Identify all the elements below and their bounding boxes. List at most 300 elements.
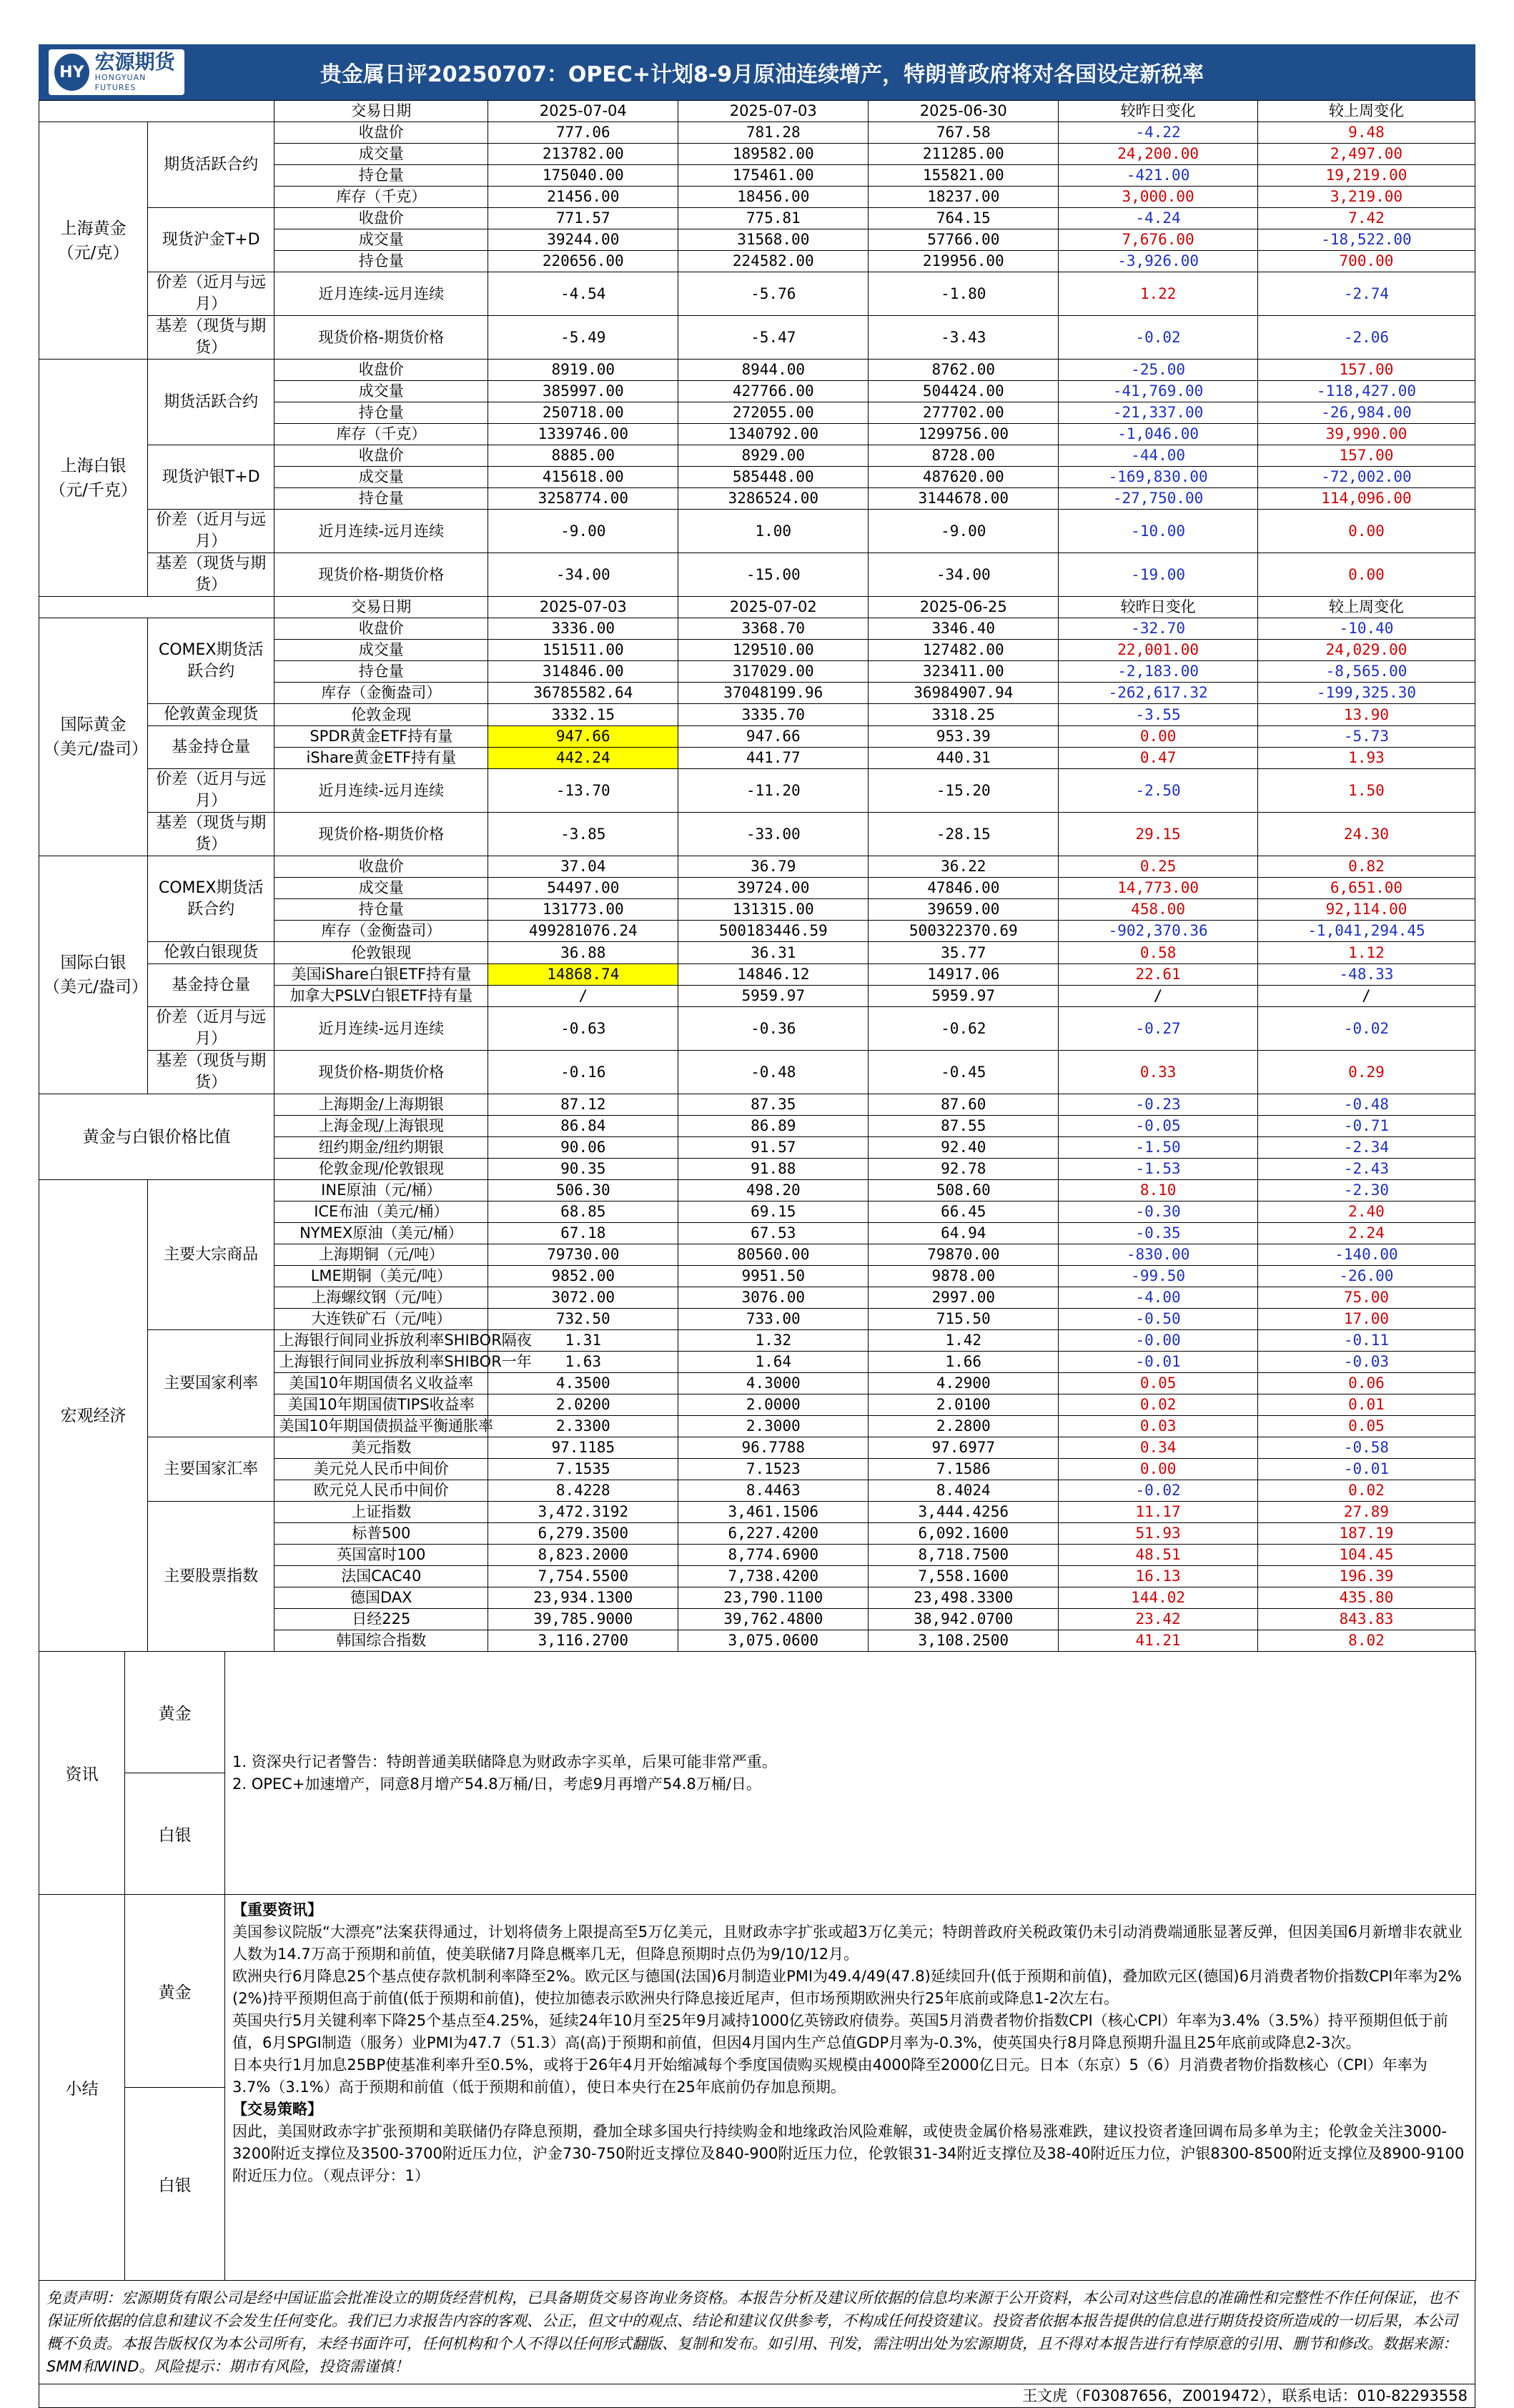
value-cell: 0.05 bbox=[1059, 1373, 1258, 1394]
value-cell: -34.00 bbox=[869, 553, 1059, 597]
value-cell: -0.36 bbox=[678, 1007, 869, 1051]
value-cell: -72,002.00 bbox=[1257, 467, 1475, 488]
value-cell: 9878.00 bbox=[869, 1266, 1059, 1287]
value-cell: 7,558.1600 bbox=[869, 1566, 1059, 1587]
value-cell: 2.0200 bbox=[488, 1394, 678, 1416]
value-cell: -0.48 bbox=[678, 1051, 869, 1094]
value-cell: 8,774.6900 bbox=[678, 1545, 869, 1566]
value-cell: -5.49 bbox=[488, 316, 678, 360]
value-cell: -4.22 bbox=[1059, 122, 1258, 144]
value-cell: 189582.00 bbox=[678, 144, 869, 165]
value-cell: 3286524.00 bbox=[678, 488, 869, 510]
value-cell: 4.3000 bbox=[678, 1373, 869, 1394]
value-cell: 7.1523 bbox=[678, 1459, 869, 1480]
news-silver-label: 白银 bbox=[125, 1773, 225, 1895]
value-cell: 0.02 bbox=[1059, 1394, 1258, 1416]
value-cell: 0.33 bbox=[1059, 1051, 1258, 1094]
value-cell: -0.35 bbox=[1059, 1223, 1258, 1244]
subcategory-label: COMEX期货活跃合约 bbox=[148, 856, 274, 942]
category-label: 上海白银 （元/千克） bbox=[39, 360, 148, 597]
value-cell: 29.15 bbox=[1059, 813, 1258, 856]
value-cell: 1.64 bbox=[678, 1352, 869, 1373]
value-cell: 5959.97 bbox=[869, 986, 1059, 1007]
value-cell: 5959.97 bbox=[678, 986, 869, 1007]
value-cell: 36.22 bbox=[869, 856, 1059, 878]
logo-text-en: HONGYUAN FUTURES bbox=[94, 73, 147, 92]
value-cell: 36785582.64 bbox=[488, 683, 678, 704]
value-cell: 2.24 bbox=[1257, 1223, 1475, 1244]
table-row bbox=[39, 1330, 1475, 1352]
value-cell: 157.00 bbox=[1257, 445, 1475, 467]
value-cell: 39,762.4800 bbox=[678, 1609, 869, 1630]
subcategory-label: 主要股票指数 bbox=[148, 1502, 274, 1652]
value-cell: 442.24 bbox=[488, 748, 678, 769]
value-cell: 3,108.2500 bbox=[869, 1630, 1059, 1652]
value-cell: 79730.00 bbox=[488, 1244, 678, 1266]
logo-text-cn: 宏源期货 bbox=[94, 50, 175, 74]
summary-paragraph-4: 日本央行1月加息25BP使基准利率升至0.5%，或将于26年4月开始缩减每个季度国债购买规模由4000降至2000亿日元。日本（东京）5（6）月消费者物价指数核心（CPI）年率为3.7%（3.1%）高于预期和前值（低于预期和前值），使日本央行在25年底前仍存加息预期。 bbox=[232, 2056, 1428, 2096]
subcategory-label: 基金持仓量 bbox=[148, 726, 274, 769]
value-cell: 57766.00 bbox=[869, 229, 1059, 251]
value-cell: 21456.00 bbox=[488, 187, 678, 208]
value-cell: 0.01 bbox=[1257, 1394, 1475, 1416]
news-text bbox=[225, 1652, 1476, 1895]
value-cell: 781.28 bbox=[678, 122, 869, 144]
value-cell: 39,785.9000 bbox=[488, 1609, 678, 1630]
table-row bbox=[39, 1180, 1475, 1201]
value-cell: 23,934.1300 bbox=[488, 1587, 678, 1609]
value-cell: 23.42 bbox=[1059, 1609, 1258, 1630]
subcategory-label: 价差（近月与远月） bbox=[148, 1007, 274, 1051]
value-cell: -9.00 bbox=[488, 510, 678, 553]
value-cell: / bbox=[488, 986, 678, 1007]
news-line-2: 2. OPEC+加速增产，同意8月增产54.8万桶/日，考虑9月再增产54.8万桶/日。 bbox=[232, 1775, 761, 1793]
value-cell: -3.55 bbox=[1059, 704, 1258, 726]
value-cell: -1,041,294.45 bbox=[1257, 921, 1475, 942]
header-c1: 较昨日变化 bbox=[1059, 597, 1258, 618]
value-cell: 19,219.00 bbox=[1257, 165, 1475, 187]
value-cell: 66.45 bbox=[869, 1201, 1059, 1223]
value-cell: 37.04 bbox=[488, 856, 678, 878]
summary-paragraph-1: 美国参议院版“大漂亮”法案获得通过，计划将债务上限提高至5万亿美元，且财政赤字扩张或超3万亿美元；特朗普政府关税政策仍未引动消费端通胀显著反弹，但因美国6月新增非农就业人数为14.7万高于预期和前值，使美联储7月降息概率几无，但降息预期时点仍为9/10/12月。 bbox=[232, 1923, 1463, 1963]
value-cell: 9852.00 bbox=[488, 1266, 678, 1287]
table-row bbox=[39, 1051, 1475, 1094]
value-cell: 7.1535 bbox=[488, 1459, 678, 1480]
value-cell: 1.31 bbox=[488, 1330, 678, 1352]
value-cell: 0.00 bbox=[1257, 553, 1475, 597]
value-cell: 3,075.0600 bbox=[678, 1630, 869, 1652]
value-cell: 131773.00 bbox=[488, 899, 678, 921]
table-row bbox=[39, 813, 1475, 856]
value-cell: -421.00 bbox=[1059, 165, 1258, 187]
value-cell: -0.62 bbox=[869, 1007, 1059, 1051]
value-cell: 11.17 bbox=[1059, 1502, 1258, 1523]
value-cell: / bbox=[1257, 986, 1475, 1007]
value-cell: 4.3500 bbox=[488, 1373, 678, 1394]
value-cell: 767.58 bbox=[869, 122, 1059, 144]
value-cell: 22,001.00 bbox=[1059, 640, 1258, 661]
value-cell: 87.60 bbox=[869, 1094, 1059, 1116]
item-label: 现货价格-期货价格 bbox=[274, 553, 488, 597]
value-cell: 14868.74 bbox=[488, 964, 678, 986]
subcategory-label: 价差（近月与远月） bbox=[148, 769, 274, 813]
value-cell: 23,498.3300 bbox=[869, 1587, 1059, 1609]
value-cell: 2.40 bbox=[1257, 1201, 1475, 1223]
market-data-table bbox=[39, 100, 1475, 1652]
summary-text bbox=[225, 1895, 1476, 2281]
value-cell: 86.84 bbox=[488, 1116, 678, 1137]
value-cell: 2.3300 bbox=[488, 1416, 678, 1437]
value-cell: -2.34 bbox=[1257, 1137, 1475, 1159]
value-cell: 22.61 bbox=[1059, 964, 1258, 986]
value-cell: -0.11 bbox=[1257, 1330, 1475, 1352]
value-cell: 8728.00 bbox=[869, 445, 1059, 467]
item-label: INE原油（元/桶） bbox=[274, 1180, 488, 1201]
value-cell: 487620.00 bbox=[869, 467, 1059, 488]
subcategory-label: 伦敦白银现货 bbox=[148, 942, 274, 964]
value-cell: -5.73 bbox=[1257, 726, 1475, 748]
value-cell: -0.05 bbox=[1059, 1116, 1258, 1137]
item-label: LME期铜（美元/吨） bbox=[274, 1266, 488, 1287]
summary-paragraph-2: 欧洲央行6月降息25个基点使存款机制利率降至2%。欧元区与德国(法国)6月制造业PMI为49.4/49(47.8)延续回升(低于预期和前值)，叠加欧元区(德国)6月消费者物价指数CPI年率为2%(2%)持平预期但高于前值(低于预期和前值)，使拉加德表示欧洲央行降息接近尾声，但市场预期欧洲央行25年底前或降息1-2次左右。 bbox=[232, 1968, 1462, 2007]
value-cell: -0.00 bbox=[1059, 1330, 1258, 1352]
header-c1: 较昨日变化 bbox=[1059, 101, 1258, 122]
value-cell: 1.00 bbox=[678, 510, 869, 553]
item-label: 美元指数 bbox=[274, 1437, 488, 1459]
value-cell: 953.39 bbox=[869, 726, 1059, 748]
value-cell: -27,750.00 bbox=[1059, 488, 1258, 510]
item-label: 收盘价 bbox=[274, 445, 488, 467]
table-row bbox=[39, 553, 1475, 597]
value-cell: 250718.00 bbox=[488, 402, 678, 424]
item-label: 现货价格-期货价格 bbox=[274, 1051, 488, 1094]
value-cell: 441.77 bbox=[678, 748, 869, 769]
table-row bbox=[39, 726, 1475, 748]
value-cell: 36.88 bbox=[488, 942, 678, 964]
item-label: 伦敦银现 bbox=[274, 942, 488, 964]
value-cell: 3,000.00 bbox=[1059, 187, 1258, 208]
value-cell: 2.2800 bbox=[869, 1416, 1059, 1437]
category-label: 黄金与白银价格比值 bbox=[39, 1094, 274, 1180]
value-cell: 6,279.3500 bbox=[488, 1523, 678, 1545]
item-label: 近月连续-远月连续 bbox=[274, 1007, 488, 1051]
category-label: 宏观经济 bbox=[39, 1180, 148, 1652]
value-cell: 272055.00 bbox=[678, 402, 869, 424]
value-cell: 219956.00 bbox=[869, 251, 1059, 272]
value-cell: 91.88 bbox=[678, 1159, 869, 1180]
item-label: 加拿大PSLV白银ETF持有量 bbox=[274, 986, 488, 1007]
item-label: ICE布油（美元/桶） bbox=[274, 1201, 488, 1223]
item-label: 收盘价 bbox=[274, 618, 488, 640]
header-d2: 2025-07-02 bbox=[678, 597, 869, 618]
item-label: 伦敦金现/伦敦银现 bbox=[274, 1159, 488, 1180]
header-c2: 较上周变化 bbox=[1257, 597, 1475, 618]
analyst-contact: 王文虎（F03087656，Z0019472），联系电话：010-82293558 bbox=[39, 2384, 1475, 2408]
subcategory-label: 主要国家汇率 bbox=[148, 1437, 274, 1502]
value-cell: -4.00 bbox=[1059, 1287, 1258, 1309]
value-cell: 323411.00 bbox=[869, 661, 1059, 683]
value-cell: -4.54 bbox=[488, 272, 678, 316]
value-cell: 17.00 bbox=[1257, 1309, 1475, 1330]
value-cell: 3332.15 bbox=[488, 704, 678, 726]
value-cell: 317029.00 bbox=[678, 661, 869, 683]
value-cell: 2.0100 bbox=[869, 1394, 1059, 1416]
value-cell: 1.12 bbox=[1257, 942, 1475, 964]
value-cell: 7,738.4200 bbox=[678, 1566, 869, 1587]
table-row bbox=[39, 122, 1475, 144]
value-cell: 1299756.00 bbox=[869, 424, 1059, 445]
value-cell: 2997.00 bbox=[869, 1287, 1059, 1309]
value-cell: 38,942.0700 bbox=[869, 1609, 1059, 1630]
value-cell: -0.30 bbox=[1059, 1201, 1258, 1223]
summary-gold-label: 黄金 bbox=[125, 1895, 225, 2088]
item-label: 收盘价 bbox=[274, 360, 488, 381]
value-cell: 47846.00 bbox=[869, 878, 1059, 899]
value-cell: 0.25 bbox=[1059, 856, 1258, 878]
item-label: 成交量 bbox=[274, 640, 488, 661]
table-header-row bbox=[39, 597, 1475, 618]
value-cell: 947.66 bbox=[488, 726, 678, 748]
value-cell: -2.74 bbox=[1257, 272, 1475, 316]
value-cell: 211285.00 bbox=[869, 144, 1059, 165]
value-cell: 7.42 bbox=[1257, 208, 1475, 229]
value-cell: 8.4463 bbox=[678, 1480, 869, 1502]
value-cell: -1,046.00 bbox=[1059, 424, 1258, 445]
item-label: 美国iShare白银ETF持有量 bbox=[274, 964, 488, 986]
category-label: 国际白银 （美元/盎司） bbox=[39, 856, 148, 1094]
value-cell: -0.27 bbox=[1059, 1007, 1258, 1051]
summary-paragraph-3: 英国央行5月关键利率下降25个基点至4.25%，延续24年10月至25年9月减持1000亿英镑政府债券。英国5月消费者物价指数CPI（核心CPI）年率为3.4%（3.5%）持平预期但低于前值，6月SPGI制造（服务）业PMI为47.7（51.3）高(高)于预期和前值，但因4月国内生产总值GDP月率为-0.3%，使英国央行8月降息预期升温且25年底前或降息2-3次。 bbox=[232, 2012, 1448, 2051]
item-label: 持仓量 bbox=[274, 251, 488, 272]
subcategory-label: 主要大宗商品 bbox=[148, 1180, 274, 1330]
subcategory-label: 基差（现货与期货） bbox=[148, 316, 274, 360]
value-cell: 3318.25 bbox=[869, 704, 1059, 726]
table-row bbox=[39, 1007, 1475, 1051]
item-label: 上海银行间同业拆放利率SHIBOR一年 bbox=[274, 1352, 488, 1373]
value-cell: 8,823.2000 bbox=[488, 1545, 678, 1566]
value-cell: 175040.00 bbox=[488, 165, 678, 187]
value-cell: 67.53 bbox=[678, 1223, 869, 1244]
value-cell: 129510.00 bbox=[678, 640, 869, 661]
item-label: 上海期铜（元/吨） bbox=[274, 1244, 488, 1266]
value-cell: 6,651.00 bbox=[1257, 878, 1475, 899]
item-label: 英国富时100 bbox=[274, 1545, 488, 1566]
item-label: 库存（千克） bbox=[274, 424, 488, 445]
item-label: 伦敦金现 bbox=[274, 704, 488, 726]
item-label: 欧元兑人民币中间价 bbox=[274, 1480, 488, 1502]
value-cell: -15.20 bbox=[869, 769, 1059, 813]
value-cell: 1.93 bbox=[1257, 748, 1475, 769]
value-cell: -11.20 bbox=[678, 769, 869, 813]
value-cell: 18237.00 bbox=[869, 187, 1059, 208]
summary-heading-news: 【重要资讯】 bbox=[232, 1901, 322, 1918]
value-cell: -34.00 bbox=[488, 553, 678, 597]
summary-label: 小结 bbox=[39, 1895, 125, 2281]
value-cell: -0.02 bbox=[1059, 316, 1258, 360]
logo-icon: HY bbox=[54, 54, 89, 91]
item-label: 持仓量 bbox=[274, 488, 488, 510]
table-row bbox=[39, 1502, 1475, 1523]
value-cell: 175461.00 bbox=[678, 165, 869, 187]
value-cell: 0.00 bbox=[1257, 510, 1475, 553]
value-cell: 2,497.00 bbox=[1257, 144, 1475, 165]
value-cell: 3368.70 bbox=[678, 618, 869, 640]
value-cell: 0.00 bbox=[1059, 1459, 1258, 1480]
value-cell: 96.7788 bbox=[678, 1437, 869, 1459]
value-cell: -0.02 bbox=[1059, 1480, 1258, 1502]
value-cell: 0.06 bbox=[1257, 1373, 1475, 1394]
table-row bbox=[39, 1094, 1475, 1116]
value-cell: 51.93 bbox=[1059, 1523, 1258, 1545]
value-cell: -1.53 bbox=[1059, 1159, 1258, 1180]
header-label: 交易日期 bbox=[274, 101, 488, 122]
value-cell: -48.33 bbox=[1257, 964, 1475, 986]
value-cell: 68.85 bbox=[488, 1201, 678, 1223]
table-row bbox=[39, 618, 1475, 640]
value-cell: -5.76 bbox=[678, 272, 869, 316]
value-cell: 435.80 bbox=[1257, 1587, 1475, 1609]
subcategory-label: 现货沪金T+D bbox=[148, 208, 274, 272]
value-cell: 0.34 bbox=[1059, 1437, 1258, 1459]
value-cell: 0.05 bbox=[1257, 1416, 1475, 1437]
value-cell: -0.02 bbox=[1257, 1007, 1475, 1051]
value-cell: 87.35 bbox=[678, 1094, 869, 1116]
item-label: 收盘价 bbox=[274, 208, 488, 229]
value-cell: 700.00 bbox=[1257, 251, 1475, 272]
value-cell: 427766.00 bbox=[678, 381, 869, 402]
item-label: 持仓量 bbox=[274, 661, 488, 683]
value-cell: 3,461.1506 bbox=[678, 1502, 869, 1523]
header-d1: 2025-07-04 bbox=[488, 101, 678, 122]
subcategory-label: 价差（近月与远月） bbox=[148, 510, 274, 553]
value-cell: -2.30 bbox=[1257, 1180, 1475, 1201]
value-cell: -8,565.00 bbox=[1257, 661, 1475, 683]
value-cell: 86.89 bbox=[678, 1116, 869, 1137]
header-blank bbox=[39, 597, 274, 618]
value-cell: -0.50 bbox=[1059, 1309, 1258, 1330]
value-cell: 48.51 bbox=[1059, 1545, 1258, 1566]
value-cell: 733.00 bbox=[678, 1309, 869, 1330]
value-cell: 24.30 bbox=[1257, 813, 1475, 856]
item-label: 收盘价 bbox=[274, 856, 488, 878]
value-cell: 1.63 bbox=[488, 1352, 678, 1373]
value-cell: 36984907.94 bbox=[869, 683, 1059, 704]
item-label: 库存（千克） bbox=[274, 187, 488, 208]
value-cell: 500322370.69 bbox=[869, 921, 1059, 942]
value-cell: 39244.00 bbox=[488, 229, 678, 251]
value-cell: 213782.00 bbox=[488, 144, 678, 165]
value-cell: -0.16 bbox=[488, 1051, 678, 1094]
table-row bbox=[39, 360, 1475, 381]
item-label: 法国CAC40 bbox=[274, 1566, 488, 1587]
news-table bbox=[39, 1651, 1476, 1895]
value-cell: 277702.00 bbox=[869, 402, 1059, 424]
summary-strategy: 因此，美国财政赤字扩张预期和美联储仍存降息预期，叠加全球多国央行持续购金和地缘政治风险难解，或使贵金属价格易涨难跌，建议投资者逢回调布局多单为主；伦敦金关注3000-3200附近支撑位及3500-3700附近压力位，沪金730-750附近支撑位及840-900附近压力位，伦敦银31-34附近支撑位及38-40附近压力位，沪银8300-8500附近支撑位及8900-9100附近压力位。（观点评分：1） bbox=[232, 2123, 1465, 2184]
value-cell: 196.39 bbox=[1257, 1566, 1475, 1587]
value-cell: 775.81 bbox=[678, 208, 869, 229]
value-cell: 7,676.00 bbox=[1059, 229, 1258, 251]
value-cell: 504424.00 bbox=[869, 381, 1059, 402]
item-label: 库存（金衡盎司） bbox=[274, 683, 488, 704]
value-cell: -0.01 bbox=[1059, 1352, 1258, 1373]
value-cell: -4.24 bbox=[1059, 208, 1258, 229]
table-row bbox=[39, 769, 1475, 813]
subcategory-label: 期货活跃合约 bbox=[148, 360, 274, 445]
value-cell: 8944.00 bbox=[678, 360, 869, 381]
value-cell: 80560.00 bbox=[678, 1244, 869, 1266]
value-cell: 67.18 bbox=[488, 1223, 678, 1244]
value-cell: 3,116.2700 bbox=[488, 1630, 678, 1652]
value-cell: 1.42 bbox=[869, 1330, 1059, 1352]
value-cell: 2.0000 bbox=[678, 1394, 869, 1416]
value-cell: -2.43 bbox=[1257, 1159, 1475, 1180]
news-line-1: 1. 资深央行记者警告：特朗普通美联储降息为财政赤字买单，后果可能非常严重。 bbox=[232, 1753, 777, 1770]
header-d1: 2025-07-03 bbox=[488, 597, 678, 618]
value-cell: -26,984.00 bbox=[1257, 402, 1475, 424]
value-cell: 3,444.4256 bbox=[869, 1502, 1059, 1523]
value-cell: 1.32 bbox=[678, 1330, 869, 1352]
value-cell: 1.22 bbox=[1059, 272, 1258, 316]
value-cell: 8762.00 bbox=[869, 360, 1059, 381]
company-logo bbox=[49, 49, 184, 95]
value-cell: 97.1185 bbox=[488, 1437, 678, 1459]
category-label: 国际黄金 （美元/盎司） bbox=[39, 618, 148, 856]
value-cell: 9.48 bbox=[1257, 122, 1475, 144]
item-label: 上海期金/上海期银 bbox=[274, 1094, 488, 1116]
item-label: 上证指数 bbox=[274, 1502, 488, 1523]
value-cell: 3335.70 bbox=[678, 704, 869, 726]
value-cell: -2.06 bbox=[1257, 316, 1475, 360]
subcategory-label: 期货活跃合约 bbox=[148, 122, 274, 208]
value-cell: 157.00 bbox=[1257, 360, 1475, 381]
value-cell: 771.57 bbox=[488, 208, 678, 229]
subcategory-label: 基金持仓量 bbox=[148, 964, 274, 1007]
table-row bbox=[39, 704, 1475, 726]
value-cell: -21,337.00 bbox=[1059, 402, 1258, 424]
value-cell: -10.00 bbox=[1059, 510, 1258, 553]
value-cell: -902,370.36 bbox=[1059, 921, 1258, 942]
table-row bbox=[39, 964, 1475, 986]
value-cell: -99.50 bbox=[1059, 1266, 1258, 1287]
value-cell: 187.19 bbox=[1257, 1523, 1475, 1545]
item-label: 近月连续-远月连续 bbox=[274, 510, 488, 553]
value-cell: 8929.00 bbox=[678, 445, 869, 467]
table-row bbox=[39, 942, 1475, 964]
subcategory-label: 现货沪银T+D bbox=[148, 445, 274, 510]
value-cell: 92,114.00 bbox=[1257, 899, 1475, 921]
value-cell: 1.66 bbox=[869, 1352, 1059, 1373]
value-cell: -1.50 bbox=[1059, 1137, 1258, 1159]
value-cell: 8,718.7500 bbox=[869, 1545, 1059, 1566]
value-cell: 104.45 bbox=[1257, 1545, 1475, 1566]
item-label: 成交量 bbox=[274, 878, 488, 899]
item-label: 上海银行间同业拆放利率SHIBOR隔夜 bbox=[274, 1330, 488, 1352]
value-cell: 27.89 bbox=[1257, 1502, 1475, 1523]
value-cell: 14846.12 bbox=[678, 964, 869, 986]
item-label: 成交量 bbox=[274, 467, 488, 488]
value-cell: -18,522.00 bbox=[1257, 229, 1475, 251]
item-label: 库存（金衡盎司） bbox=[274, 921, 488, 942]
value-cell: 3072.00 bbox=[488, 1287, 678, 1309]
value-cell: 8885.00 bbox=[488, 445, 678, 467]
item-label: 标普500 bbox=[274, 1523, 488, 1545]
value-cell: 8919.00 bbox=[488, 360, 678, 381]
value-cell: 37048199.96 bbox=[678, 683, 869, 704]
summary-table bbox=[39, 1894, 1476, 2281]
value-cell: 8.10 bbox=[1059, 1180, 1258, 1201]
value-cell: 3,219.00 bbox=[1257, 187, 1475, 208]
item-label: 韩国综合指数 bbox=[274, 1630, 488, 1652]
